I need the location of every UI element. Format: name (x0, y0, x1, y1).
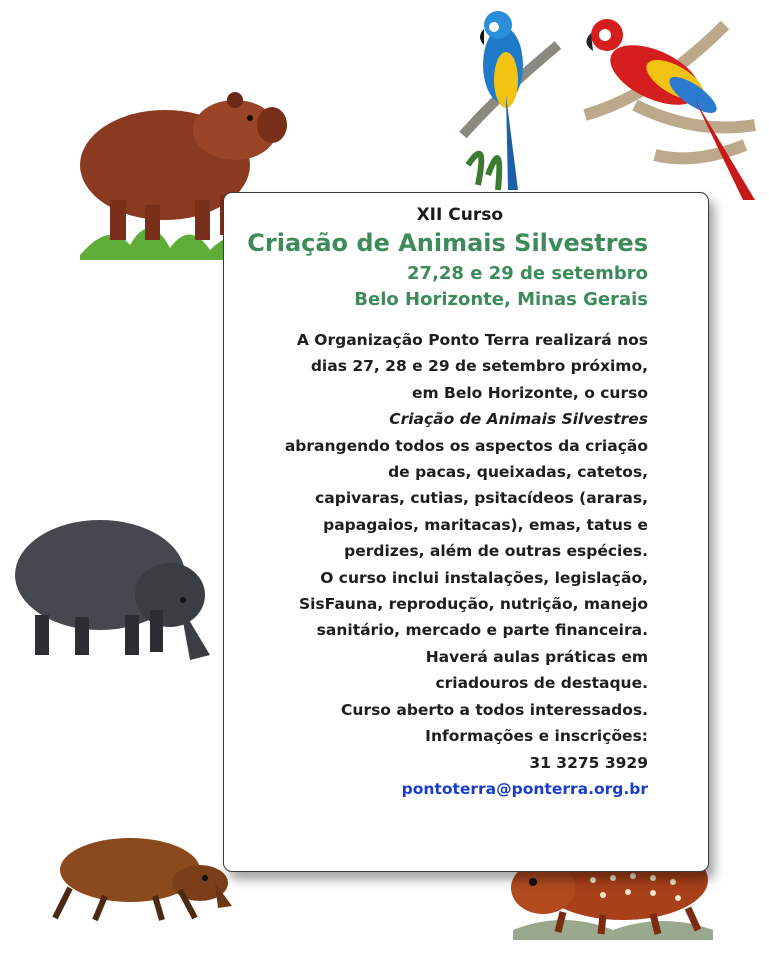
body-line: perdizes, além de outras espécies. (344, 542, 648, 561)
body-line: de pacas, queixadas, catetos, (388, 463, 648, 482)
body-line: A Organização Ponto Terra realizará nos (296, 331, 648, 349)
course-info-card (223, 192, 709, 872)
body-line: Haverá aulas práticas em (425, 647, 648, 666)
phone-number: 31 3275 3929 (529, 753, 648, 772)
body-line: SisFauna, reprodução, nutrição, manejo (298, 595, 648, 614)
email-link[interactable]: pontoterra@ponterra.org.br (401, 779, 648, 798)
peccary-illustration (5, 505, 215, 665)
body-line: criadouros de destaque. (435, 674, 648, 693)
body-line: Curso aberto a todos interessados. (341, 700, 648, 719)
body-line: dias 27, 28 e 29 de setembro próximo, (310, 357, 648, 376)
body-line: papagaios, maritacas), emas, tatus e (323, 515, 648, 534)
course-location: Belo Horizonte, Minas Gerais (354, 289, 648, 310)
red-macaw-illustration (575, 5, 765, 205)
course-dates: 27,28 e 29 de setembro (407, 263, 648, 284)
blue-macaw-illustration (458, 5, 568, 195)
body-line: O curso inclui instalações, legislação, (320, 568, 648, 587)
body-line: abrangendo todos os aspectos da criação (284, 436, 648, 455)
body-line: Informações e inscrições: (425, 727, 648, 746)
body-line: capivaras, cutias, psitacídeos (araras, (315, 489, 648, 508)
course-title: Criação de Animais Silvestres (247, 229, 648, 257)
body-line: sanitário, mercado e parte financeira. (316, 621, 648, 640)
course-edition: XII Curso (416, 205, 503, 225)
body-line-course-name: Criação de Animais Silvestres (389, 410, 648, 429)
agouti-illustration (50, 828, 235, 923)
body-line: em Belo Horizonte, o curso (411, 383, 648, 402)
course-description (218, 327, 648, 802)
